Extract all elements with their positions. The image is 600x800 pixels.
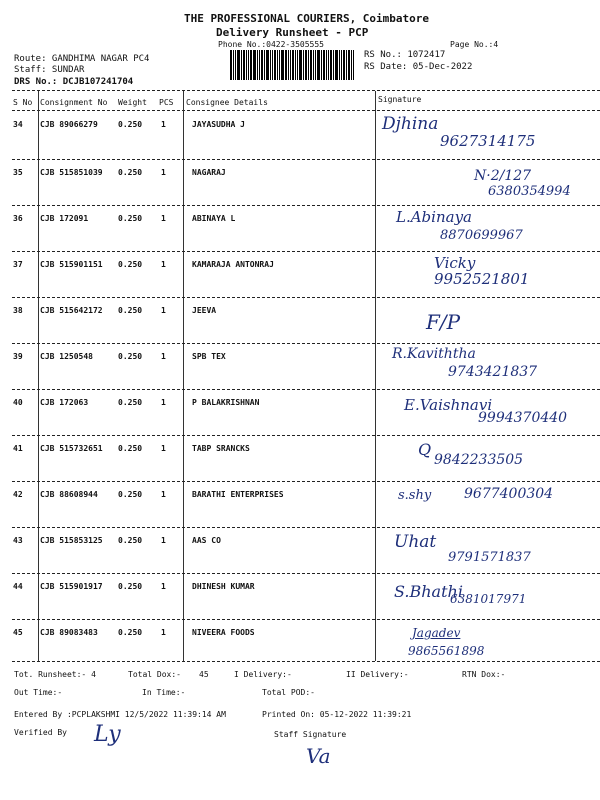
total-dox-label: Total Dox:- [128, 670, 181, 679]
row-consignment: CJB 89083483 [40, 628, 98, 637]
table-row [0, 574, 600, 614]
signature-box [378, 484, 600, 522]
verified-by: Verified By [14, 728, 67, 737]
total-pod: Total POD:- [262, 688, 315, 697]
verified-signature: Ly [94, 722, 121, 747]
row-sno: 39 [13, 352, 23, 361]
row-sno: 45 [13, 628, 23, 637]
row-consignee: JAYASUDHA J [192, 120, 245, 129]
handwritten-phone: 9952521801 [434, 270, 530, 288]
row-sno: 38 [13, 306, 23, 315]
row-weight: 0.250 [118, 536, 143, 545]
barcode [230, 50, 358, 80]
row-weight: 0.250 [118, 628, 143, 637]
signature-box [378, 254, 600, 292]
row-consignment: CJB 88608944 [40, 490, 98, 499]
handwritten-phone: 9865561898 [408, 644, 485, 658]
row-weight: 0.250 [118, 444, 143, 453]
row-pcs: 1 [161, 120, 166, 129]
signature-mark: S.Bhathi [394, 582, 463, 601]
signature-box [378, 530, 600, 568]
in-time: In Time:- [142, 688, 186, 697]
row-weight: 0.250 [118, 120, 143, 129]
table-row [0, 344, 600, 384]
table-row [0, 206, 600, 246]
divider [12, 90, 600, 91]
row-weight: 0.250 [118, 168, 143, 177]
handwritten-phone: 6381017971 [450, 592, 527, 606]
row-consignee: KAMARAJA ANTONRAJ [192, 260, 274, 269]
row-pcs: 1 [161, 214, 166, 223]
signature-box [378, 392, 600, 430]
row-sno: 35 [13, 168, 23, 177]
row-sno: 42 [13, 490, 23, 499]
row-weight: 0.250 [118, 306, 143, 315]
row-pcs: 1 [161, 490, 166, 499]
row-sno: 40 [13, 398, 23, 407]
row-sno: 41 [13, 444, 23, 453]
handwritten-phone: 8870699967 [440, 228, 523, 243]
row-consignment: CJB 515901917 [40, 582, 103, 591]
handwritten-phone: 9842233505 [434, 452, 524, 468]
table-row [0, 436, 600, 476]
total-runsheet: Tot. Runsheet:- 4 [14, 670, 96, 679]
signature-box [378, 438, 600, 476]
row-consignee: JEEVA [192, 306, 217, 315]
row-consignee: TABP SRANCKS [192, 444, 250, 453]
signature-mark: E.Vaishnavi [404, 396, 493, 414]
row-weight: 0.250 [118, 490, 143, 499]
row-consignee: NAGARAJ [192, 168, 226, 177]
ii-delivery: II Delivery:- [346, 670, 409, 679]
signature-mark: N·2/127 [474, 168, 532, 184]
col-header-consignment: Consignment No [40, 98, 108, 107]
page-number: Page No.:4 [450, 40, 499, 49]
table-row [0, 112, 600, 152]
handwritten-phone: 9994370440 [478, 410, 568, 426]
company-name: THE PROFESSIONAL COURIERS, Coimbatore [184, 12, 430, 25]
row-weight: 0.250 [118, 398, 143, 407]
row-pcs: 1 [161, 444, 166, 453]
row-sno: 37 [13, 260, 23, 269]
row-consignment: CJB 515642172 [40, 306, 103, 315]
row-consignee: ABINAYA L [192, 214, 236, 223]
drs-number: DRS No.: DCJB107241704 [14, 77, 134, 87]
row-pcs: 1 [161, 536, 166, 545]
signature-box [378, 346, 600, 384]
row-sno: 43 [13, 536, 23, 545]
handwritten-phone: 9627314175 [440, 132, 536, 150]
signature-mark: Vicky [434, 254, 476, 272]
signature-box [378, 622, 600, 660]
handwritten-phone: 9791571837 [448, 550, 531, 565]
row-pcs: 1 [161, 260, 166, 269]
table-row [0, 252, 600, 292]
row-sno: 34 [13, 120, 23, 129]
row-consignee: NIVEERA FOODS [192, 628, 255, 637]
signature-mark: Q [418, 440, 432, 459]
row-consignment: CJB 515851039 [40, 168, 103, 177]
row-weight: 0.250 [118, 214, 143, 223]
signature-box [378, 114, 600, 152]
signature-box [378, 300, 600, 338]
signature-box [378, 208, 600, 246]
table-row [0, 482, 600, 522]
row-consignee: SPB TEX [192, 352, 226, 361]
col-header-pcs: PCS [159, 98, 174, 107]
row-pcs: 1 [161, 398, 166, 407]
row-consignment: CJB 1250548 [40, 352, 93, 361]
divider [12, 661, 600, 662]
handwritten-phone: 6380354994 [488, 184, 571, 199]
signature-mark: F/P [426, 310, 461, 334]
total-dox-value: 45 [199, 670, 209, 679]
col-header-sno: S No [13, 98, 33, 107]
row-pcs: 1 [161, 306, 166, 315]
table-row [0, 390, 600, 430]
signature-mark: Djhina [382, 114, 439, 134]
signature-box [378, 162, 600, 200]
row-consignee: BARATHI ENTERPRISES [192, 490, 284, 499]
row-consignment: CJB 89066279 [40, 120, 98, 129]
row-weight: 0.250 [118, 582, 143, 591]
row-consignment: CJB 515732651 [40, 444, 103, 453]
table-row [0, 160, 600, 200]
signature-mark: Uhat [394, 532, 437, 552]
row-pcs: 1 [161, 582, 166, 591]
row-weight: 0.250 [118, 352, 143, 361]
row-consignment: CJB 172063 [40, 398, 89, 407]
signature-box [378, 576, 600, 614]
phone-number: Phone No.:0422-3505555 [218, 40, 324, 49]
printed-on: Printed On: 05-12-2022 11:39:21 [262, 710, 412, 719]
handwritten-phone: 9677400304 [464, 486, 554, 502]
row-consignee: DHINESH KUMAR [192, 582, 255, 591]
row-pcs: 1 [161, 168, 166, 177]
out-time: Out Time:- [14, 688, 63, 697]
signature-mark: s.shy [398, 488, 432, 503]
rtn-dox: RTN Dox:- [462, 670, 506, 679]
row-pcs: 1 [161, 352, 166, 361]
row-consignee: AAS CO [192, 536, 221, 545]
signature-mark: Jagadev [412, 626, 461, 640]
table-row [0, 620, 600, 660]
row-sno: 44 [13, 582, 23, 591]
row-pcs: 1 [161, 628, 166, 637]
rs-number: RS No.: 1072417 [364, 50, 446, 60]
col-header-consignee: Consignee Details [186, 98, 268, 107]
entered-by: Entered By :PCPLAKSHMI 12/5/2022 11:39:14 AM [14, 710, 226, 719]
row-consignment: CJB 515853125 [40, 536, 103, 545]
staff-signature-label: Staff Signature [274, 730, 347, 739]
route: Route: GANDHIMA NAGAR PC4 [14, 54, 150, 64]
i-delivery: I Delivery:- [234, 670, 292, 679]
signature-mark: L.Abinaya [396, 208, 472, 226]
divider [12, 110, 600, 111]
row-consignee: P BALAKRISHNAN [192, 398, 260, 407]
table-row [0, 528, 600, 568]
signature-mark: R.Kaviththa [392, 346, 476, 362]
col-header-signature: Signature [378, 95, 422, 104]
staff-signature: Va [306, 744, 331, 768]
col-header-weight: Weight [118, 98, 147, 107]
row-weight: 0.250 [118, 260, 143, 269]
table-row [0, 298, 600, 338]
row-sno: 36 [13, 214, 23, 223]
row-consignment: CJB 172091 [40, 214, 89, 223]
runsheet-title: Delivery Runsheet - PCP [216, 26, 369, 39]
handwritten-phone: 9743421837 [448, 364, 538, 380]
row-consignment: CJB 515901151 [40, 260, 103, 269]
rs-date: RS Date: 05-Dec-2022 [364, 62, 473, 72]
staff: Staff: SUNDAR [14, 65, 85, 75]
